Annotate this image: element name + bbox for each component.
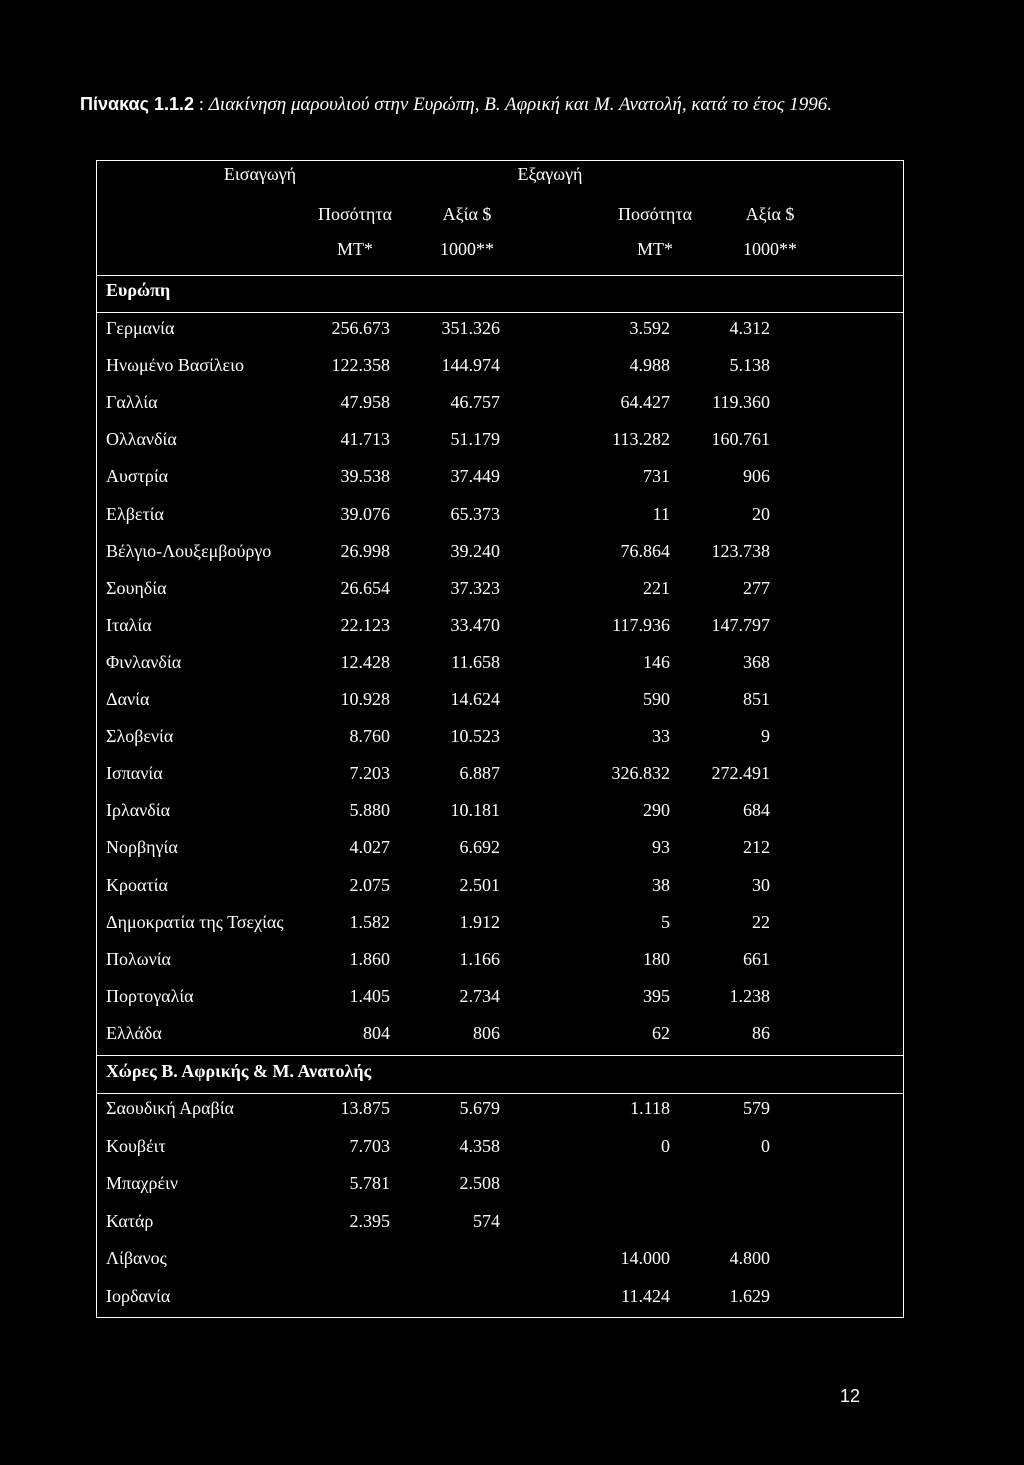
header-import: Εισαγωγή [223,164,297,184]
section-title-mena: Χώρες Β. Αφρικής & Μ. Ανατολής [106,1061,372,1081]
import-value-cell: 65.373 [450,503,500,524]
country-cell: Γαλλία [106,392,158,413]
export-qty-cell: 290 [643,800,670,821]
import-value-cell: 46.757 [450,392,500,413]
import-qty-cell: 47.958 [340,392,390,413]
import-qty-cell: 1.405 [349,985,390,1006]
import-qty-cell: 804 [363,1022,390,1043]
export-value-cell: 160.761 [711,429,770,450]
import-value-cell: 33.470 [450,614,500,635]
export-value-cell: 579 [743,1098,770,1118]
import-qty-cell: 26.998 [340,540,390,561]
table-caption [80,84,940,125]
export-qty-cell: 3.592 [629,318,670,338]
import-qty-cell: 7.203 [349,763,390,784]
export-value-cell: 368 [743,651,770,672]
import-qty-cell: 13.875 [340,1098,390,1118]
export-qty-cell: 395 [643,985,670,1006]
country-cell: Ελλάδα [106,1022,162,1043]
import-value-cell: 6.692 [459,837,500,858]
import-value-cell: 51.179 [450,429,500,450]
caption-separator: : [193,94,209,115]
country-cell: Δανία [106,689,150,709]
export-value-cell: 119.360 [712,392,770,413]
export-value-cell: 1.629 [729,1285,770,1306]
import-qty-cell: 41.713 [340,429,390,450]
export-value-cell: 272.491 [711,763,770,784]
import-value-cell: 10.181 [450,800,500,821]
country-cell: Δημοκρατία της Τσεχίας [106,911,284,932]
import-value-cell: 1.912 [459,911,500,932]
export-qty-cell: 590 [643,689,670,709]
country-cell: Ελβετία [106,503,164,524]
import-value-cell: 14.624 [450,689,500,709]
import-qty-cell: 4.027 [349,837,390,858]
export-value-cell: 30 [752,874,770,895]
export-value-cell: 212 [743,837,770,858]
import-value-cell: 144.974 [441,355,500,376]
import-qty-cell: 26.654 [340,577,390,598]
header-import-val: Αξία $ [442,204,492,224]
export-qty-cell: 146 [643,651,670,672]
import-value-cell: 4.358 [459,1135,500,1156]
export-value-cell: 20 [752,503,770,524]
export-qty-cell: 1.118 [630,1098,670,1118]
export-value-cell: 661 [743,948,770,969]
import-qty-cell: 39.538 [340,466,390,487]
import-value-cell: 37.449 [450,466,500,487]
header-export-val: Αξία $ [745,204,795,224]
header-export-qty: Ποσότητα [617,204,692,224]
table-number: Πίνακας 1.1.2 [80,94,194,114]
import-value-cell: 6.887 [459,763,500,784]
export-qty-cell: 64.427 [620,392,670,413]
import-value-cell: 11.658 [451,651,500,672]
export-qty-cell: 221 [643,577,670,598]
export-qty-cell: 0 [661,1135,670,1156]
country-cell: Σουηδία [106,577,167,598]
import-qty-cell: 2.075 [349,874,390,895]
export-value-cell: 1.238 [729,985,770,1006]
header-divider [96,275,904,276]
export-qty-cell: 5 [661,911,670,932]
import-qty-cell: 8.760 [349,726,390,747]
export-value-cell: 123.738 [711,540,770,561]
table-title: Διακίνηση μαρουλιού στην Ευρώπη, Β. Αφρική και Μ. Ανατολή, κατά το έτος 1996. [208,94,832,115]
import-value-cell: 5.679 [459,1098,500,1118]
section-divider-europe [96,312,904,313]
export-value-cell: 147.797 [711,614,770,635]
import-value-cell: 2.734 [459,985,500,1006]
country-cell: Ολλανδία [106,429,177,450]
country-cell: Πολωνία [106,948,171,969]
export-value-cell: 9 [761,726,770,747]
country-cell: Σαουδική Αραβία [106,1098,234,1118]
country-cell: Νορβηγία [106,837,178,858]
country-cell: Γερμανία [106,318,175,338]
export-qty-cell: 4.988 [629,355,670,376]
country-cell: Κατάρ [106,1210,154,1231]
export-value-cell: 4.312 [729,318,770,338]
page-number: 12 [840,1386,861,1406]
country-cell: Βέλγιο-Λουξεμβούργο [106,540,272,561]
section-title-europe: Ευρώπη [106,280,171,300]
import-value-cell: 806 [473,1022,500,1043]
country-cell: Λίβανος [106,1248,167,1268]
country-cell: Κουβέιτ [106,1135,166,1156]
import-value-cell: 574 [473,1210,500,1231]
import-qty-cell: 122.358 [331,355,390,376]
import-qty-cell: 1.582 [349,911,390,932]
import-qty-cell: 2.395 [349,1210,390,1231]
header-export-val-unit: 1000** [743,239,797,259]
import-qty-cell: 256.673 [331,318,390,338]
country-cell: Πορτογαλία [106,985,194,1006]
section-divider-mena-top [96,1055,904,1056]
country-cell: Φινλανδία [106,651,182,672]
export-qty-cell: 11.424 [621,1285,670,1306]
country-cell: Ιορδανία [106,1285,171,1306]
export-value-cell: 4.800 [729,1248,770,1268]
import-qty-cell: 5.781 [349,1173,390,1193]
export-value-cell: 684 [743,800,770,821]
import-value-cell: 10.523 [450,726,500,747]
import-value-cell: 39.240 [450,540,500,561]
export-qty-cell: 33 [652,726,670,747]
country-cell: Ηνωμένο Βασίλειο [106,355,244,376]
import-qty-cell: 12.428 [340,651,390,672]
import-value-cell: 37.323 [450,577,500,598]
country-cell: Μπαχρέιν [106,1173,179,1193]
header-import-val-unit: 1000** [440,239,494,259]
country-cell: Αυστρία [106,466,169,487]
import-qty-cell: 1.860 [349,948,390,969]
export-value-cell: 5.138 [729,355,770,376]
country-cell: Σλοβενία [106,726,174,747]
export-qty-cell: 180 [643,948,670,969]
import-qty-cell: 5.880 [349,800,390,821]
header-export-qty-unit: ΜΤ* [637,239,673,259]
import-value-cell: 1.166 [459,948,500,969]
country-cell: Ιρλανδία [106,800,171,821]
country-cell: Κροατία [106,874,168,895]
header-export: Εξαγωγή [517,164,583,184]
export-qty-cell: 38 [652,874,670,895]
export-qty-cell: 76.864 [620,540,670,561]
import-value-cell: 351.326 [441,318,500,338]
import-qty-cell: 39.076 [340,503,390,524]
export-value-cell: 906 [743,466,770,487]
import-value-cell: 2.508 [459,1173,500,1193]
import-qty-cell: 7.703 [349,1135,390,1156]
export-value-cell: 22 [752,911,770,932]
export-qty-cell: 93 [652,837,670,858]
header-import-qty: Ποσότητα [317,204,392,224]
export-qty-cell: 326.832 [611,763,670,784]
export-qty-cell: 11 [652,503,670,524]
header-import-qty-unit: ΜΤ* [337,239,373,259]
export-qty-cell: 117.936 [612,614,670,635]
export-qty-cell: 113.282 [612,429,670,450]
import-qty-cell: 22.123 [340,614,390,635]
import-value-cell: 2.501 [459,874,500,895]
export-qty-cell: 731 [643,466,670,487]
country-cell: Ιταλία [106,614,152,635]
export-value-cell: 277 [743,577,770,598]
export-qty-cell: 14.000 [620,1248,670,1268]
export-value-cell: 851 [743,689,770,709]
import-qty-cell: 10.928 [340,689,390,709]
section-divider-mena [96,1093,904,1094]
export-value-cell: 0 [761,1135,770,1156]
country-cell: Ισπανία [106,763,163,784]
export-qty-cell: 62 [652,1022,670,1043]
export-value-cell: 86 [752,1022,770,1043]
